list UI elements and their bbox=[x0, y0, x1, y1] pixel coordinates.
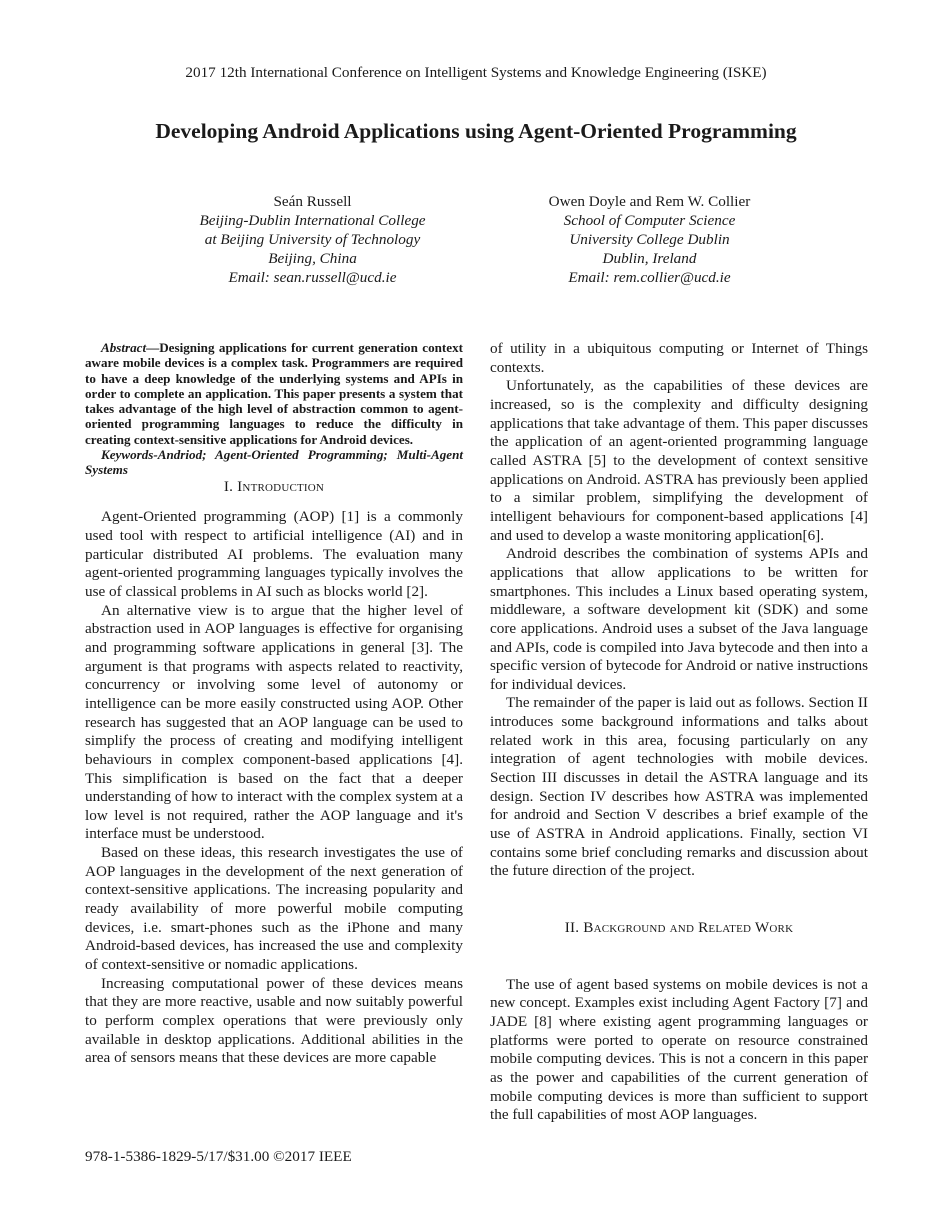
abstract-label: Abstract bbox=[101, 340, 147, 355]
author-name: Seán Russell bbox=[273, 193, 352, 210]
author-block-1 bbox=[140, 192, 485, 287]
paragraph-continued: of utility in a ubiquitous computing or Internet of Things contexts. bbox=[490, 340, 868, 376]
conference-header: 2017 12th International Conference on Intelligent Systems and Knowledge Engineering (ISKE) bbox=[185, 64, 767, 81]
author-affiliation: University College Dublin bbox=[569, 231, 730, 248]
section-heading-introduction bbox=[85, 478, 463, 497]
author-email: Email: sean.russell@ucd.ie bbox=[228, 269, 397, 286]
section-title: Introduction bbox=[237, 477, 325, 495]
author-block-2 bbox=[477, 192, 822, 287]
paragraph: The remainder of the paper is laid out as follows. Section II introduces some background informations and talks about related work in this area, focusing particularly on any integration of agent technologies with mobile devices. Section III discusses in detail the ASTRA language and its design. Section IV describes how ASTRA was implemented for android and Section V describes a brief example of the use of ASTRA in Android applications. Finally, section VI contains some brief concluding remarks and discussion about the future direction of the project. bbox=[490, 694, 868, 880]
abstract-text: —Designing applications for current generation context aware mobile devices is a complex task. Programmers are required to have a deep knowledge of the underlying systems and APIs in order to complete an application. This paper presents a system that takes advantage of the high level of abstraction common to agent-oriented programming languages to reduce the difficulty in creating context-sensitive applications for Android devices. bbox=[85, 340, 463, 447]
author-email: Email: rem.collier@ucd.ie bbox=[568, 269, 731, 286]
paragraph: An alternative view is to argue that the higher level of abstraction used in AOP languages is effective for organising and programming software applications in general [3]. The argument is that programs with aspects related to reactivity, concurrency or involving some level of autonomy or intelligence can be more easily constructed using AOP. Other research has suggested that an AOP language can be used to simplify the process of creating and modifying intelligent behaviours in complex component-based applications [4]. This simplification is based on the fact that a deeper understanding of how to interact with the complex system at a low level is not required, rather the AOP language and it's interface must be understood. bbox=[85, 601, 463, 843]
left-column bbox=[85, 340, 463, 1068]
copyright-footer: 978-1-5386-1829-5/17/$31.00 ©2017 IEEE bbox=[85, 1148, 352, 1165]
paragraph: Unfortunately, as the capabilities of these devices are increased, so is the complexity and difficulty designing applications that take advantage of them. This paper discusses the application of an agent-oriented programming language called ASTRA [5] to the development of context sensitive applications on Android. ASTRA has previously been applied to a similar problem, simplifying the development of intelligent behaviours for component-based applications [4] and used to develop a waste monitoring application[6]. bbox=[490, 377, 868, 544]
paragraph: Increasing computational power of these devices means that they are more reactive, usable and now suitably powerful to perform complex operations that were previously only available in desktop applications. Additional abilities in the area of sensors means that these devices are more capable bbox=[85, 974, 463, 1067]
paragraph: Based on these ideas, this research investigates the use of AOP languages in the development of the next generation of context-sensitive applications. The increasing popularity and ready availability of more powerful mobile computing devices, i.e. smart-phones such as the iPhone and many Android-based devices, has increased the use and complexity of context-sensitive or nomadic applications. bbox=[85, 844, 463, 974]
author-location: Beijing, China bbox=[268, 250, 357, 267]
author-affiliation: Beijing-Dublin International College bbox=[199, 212, 426, 229]
section-numeral: I. bbox=[223, 477, 238, 495]
section-heading-background bbox=[490, 919, 868, 938]
right-column bbox=[490, 340, 868, 1125]
paragraph: Android describes the combination of systems APIs and applications that allow applications to be written for smartphones. This includes a Linux based operating system, middleware, a software development kit (SDK) and some core applications. Android uses a subset of the Java language and APIs, code is compiled into Java bytecode and then into a specific version of bytecode for Android or native instructions for individual devices. bbox=[490, 545, 868, 693]
keywords: Keywords-Andriod; Agent-Oriented Programming; Multi-Agent Systems bbox=[85, 447, 463, 478]
paper-title: Developing Android Applications using Agent-Oriented Programming bbox=[155, 119, 797, 143]
author-affiliation: School of Computer Science bbox=[563, 212, 736, 229]
paragraph: The use of agent based systems on mobile devices is not a new concept. Examples exist including Agent Factory [7] and JADE [8] where existing agent programming languages or platforms were ported to operate on resource constrained mobile computing devices. This is not a concern in this paper as the power and capabilities of the current generation of mobile computing devices is more than sufficient to support the full capabilities of most AOP languages. bbox=[490, 975, 868, 1124]
author-affiliation: at Beijing University of Technology bbox=[204, 231, 421, 248]
author-name: Owen Doyle and Rem W. Collier bbox=[548, 193, 751, 210]
section-title: Background and Related Work bbox=[583, 919, 794, 937]
section-numeral: II. bbox=[564, 919, 584, 937]
paragraph: Agent-Oriented programming (AOP) [1] is a commonly used tool with respect to artificial intelligence (AI) and in particular distributed AI problems. The evaluation many agent-oriented programming languages typically involves the use of classical problems in AI such as blocks world [2]. bbox=[85, 508, 463, 600]
author-location: Dublin, Ireland bbox=[602, 250, 697, 267]
abstract bbox=[85, 340, 463, 447]
